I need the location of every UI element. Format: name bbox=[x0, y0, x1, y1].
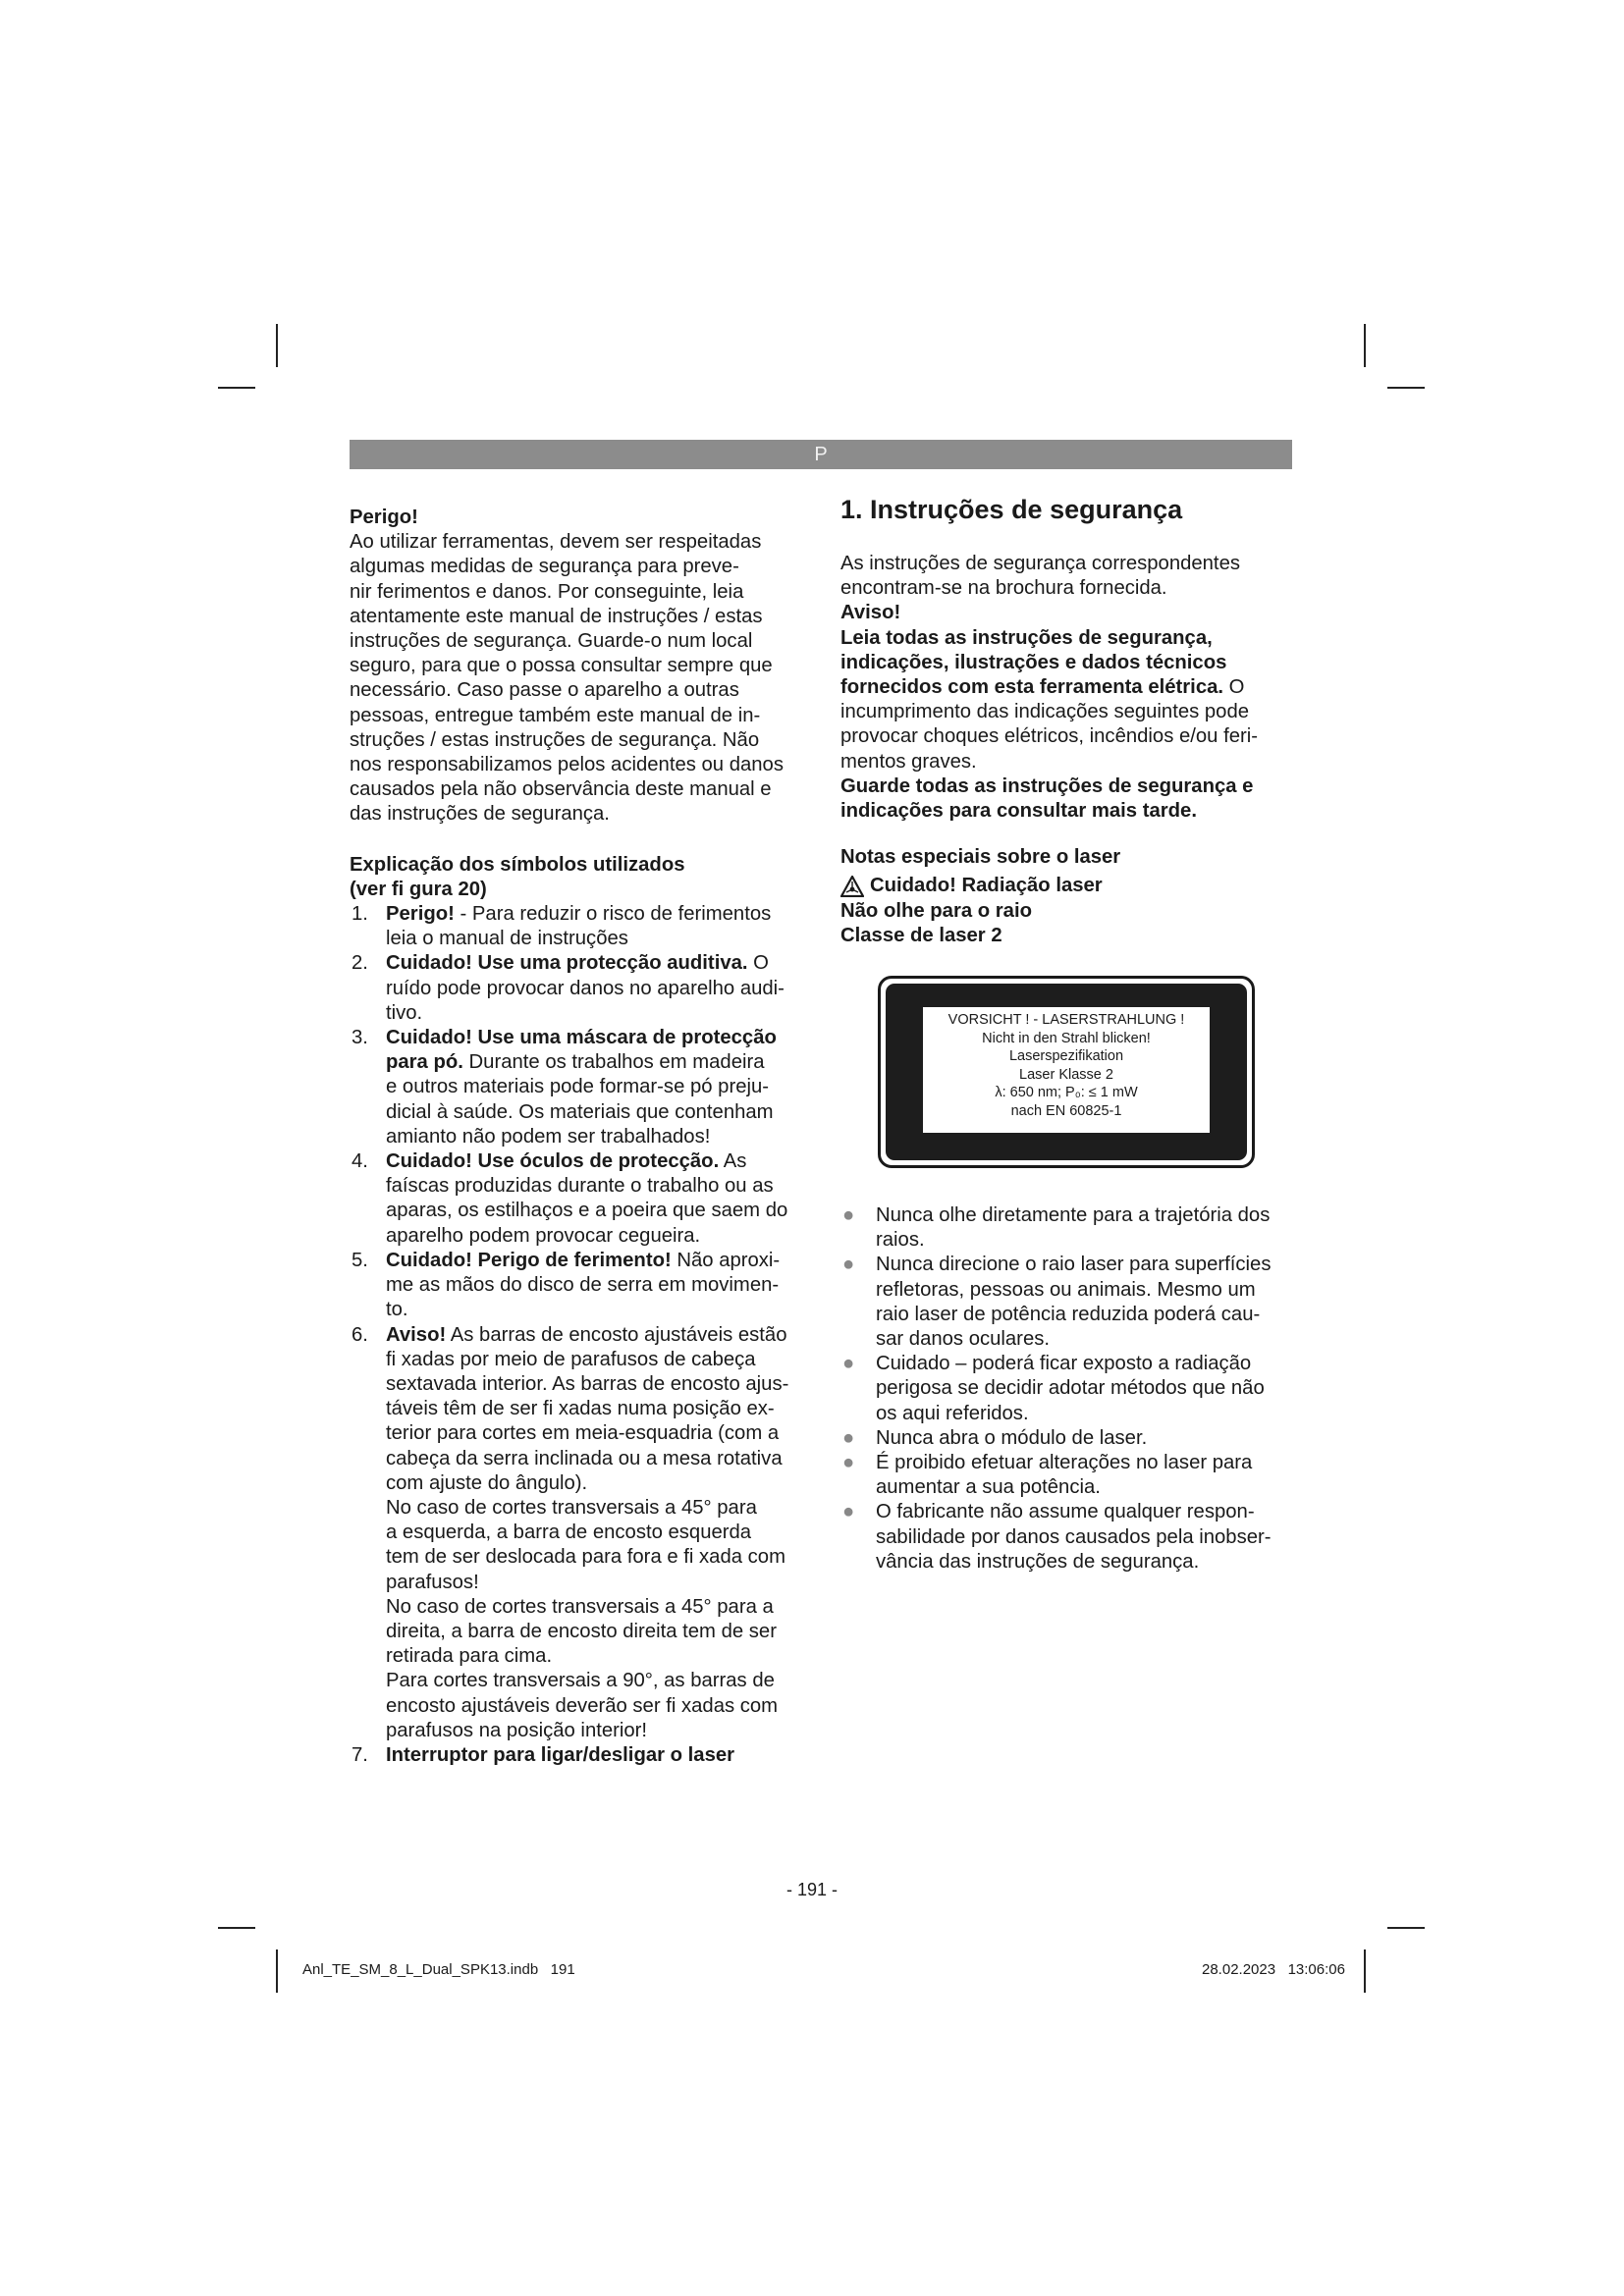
text-line: Não olhe para o raio bbox=[840, 899, 1032, 922]
crop-mark bbox=[218, 387, 255, 389]
text-line: mentos graves. bbox=[840, 750, 977, 773]
list-item: ● O fabricante não assume qualquer respon- sabilidade por danos causados pela inobser- vância das instruções de segurança. bbox=[842, 1501, 1272, 1573]
left-column bbox=[350, 506, 803, 1768]
footer-timestamp: 28.02.2023 13:06:06 bbox=[1202, 1961, 1345, 1978]
bullet-icon: ● bbox=[842, 1452, 855, 1474]
bullet-icon: ● bbox=[842, 1254, 855, 1276]
symbols-list bbox=[350, 902, 803, 1768]
text-line: Leia todas as instruções de segurança, bbox=[840, 626, 1213, 649]
text-line: indicações, ilustrações e dados técnicos bbox=[840, 651, 1227, 673]
text-line: necessário. Caso passe o aparelho a outras bbox=[350, 679, 739, 702]
text-line: Guarde todas as instruções de segurança e bbox=[840, 774, 1254, 797]
bullet-icon: ● bbox=[842, 1426, 855, 1449]
perigo-heading: Perigo! bbox=[350, 507, 418, 528]
list-item: ● Nunca abra o módulo de laser. bbox=[840, 1426, 1294, 1451]
list-item: 4. Cuidado! Use óculos de protecção. As faíscas produzidas durante o trabalho ou as aparas, os estilhaços e a poeira que saem do aparelho podem provocar cegueira. bbox=[352, 1150, 788, 1247]
text-line: seguro, para que o possa consultar sempre que bbox=[350, 655, 773, 677]
crop-mark bbox=[1364, 1949, 1366, 1993]
text-line: instruções de segurança. Guarde-o num local bbox=[350, 630, 753, 653]
label-line: λ: 650 nm; P₀: ≤ 1 mW bbox=[995, 1085, 1138, 1101]
label-line: Nicht in den Strahl blicken! bbox=[982, 1030, 1151, 1046]
symbols-heading: Explicação dos símbolos utilizados bbox=[350, 853, 685, 876]
footer-filename: Anl_TE_SM_8_L_Dual_SPK13.indb 191 bbox=[302, 1961, 575, 1978]
list-item: ● Nunca olhe diretamente para a trajetória dos raios. bbox=[842, 1204, 1271, 1252]
laser-bullets-list bbox=[840, 1203, 1294, 1575]
text-line: provocar choques elétricos, incêndios e/ou feri- bbox=[840, 725, 1259, 748]
list-item: 7. Interruptor para ligar/desligar o laser bbox=[352, 1743, 735, 1766]
language-header-bar bbox=[350, 440, 1292, 469]
list-item: ● Nunca direcione o raio laser para superfícies refletoras, pessoas ou animais. Mesmo um raio laser de potência reduzida poderá cau- sar danos oculares. bbox=[842, 1254, 1272, 1351]
crop-mark bbox=[218, 1927, 255, 1929]
laser-caution-line bbox=[840, 874, 1294, 898]
label-line: nach EN 60825-1 bbox=[1010, 1102, 1122, 1119]
text-line: As instruções de segurança correspondentes bbox=[840, 553, 1240, 574]
language-label: P bbox=[814, 444, 828, 465]
text-line: causados pela não observância deste manual e bbox=[350, 778, 772, 801]
crop-mark bbox=[1364, 324, 1366, 367]
laser-warning-icon bbox=[840, 876, 864, 897]
right-column bbox=[840, 489, 1294, 1575]
text-line: indicações para consultar mais tarde. bbox=[840, 800, 1197, 823]
text-line: Classe de laser 2 bbox=[840, 924, 1002, 946]
text-line: algumas medidas de segurança para preve- bbox=[350, 556, 739, 578]
text-line: fornecidos com esta ferramenta elétrica. bbox=[840, 676, 1224, 699]
text-line: nir ferimentos e danos. Por conseguinte, leia bbox=[350, 580, 744, 603]
text-line: atentamente este manual de instruções / estas bbox=[350, 605, 763, 627]
text-line: encontram-se na brochura fornecida. bbox=[840, 577, 1167, 600]
page-number: - 191 - bbox=[785, 1880, 839, 1899]
text-line: incumprimento das indicações seguintes pode bbox=[840, 701, 1250, 723]
bullet-icon: ● bbox=[842, 1353, 855, 1375]
perigo-paragraph bbox=[350, 530, 803, 827]
list-item: ● Cuidado – poderá ficar exposto a radiação perigosa se decidir adotar métodos que não os aqui referidos. bbox=[842, 1353, 1265, 1424]
section-title: 1. Instruções de segurança bbox=[840, 495, 1183, 524]
aviso-heading: Aviso! bbox=[840, 602, 901, 624]
text-line: nos responsabilizamos pelos acidentes ou danos bbox=[350, 754, 784, 776]
laser-caution-text: Cuidado! Radiação laser bbox=[870, 875, 1103, 897]
list-item: 3. Cuidado! Use uma máscara de protecção para pó. Durante os trabalhos em madeira e outros materiais pode formar-se pó preju- dicial à saúde. Os materiais que contenham amianto não podem ser trabalhados! bbox=[352, 1027, 777, 1148]
label-line: Laser Klasse 2 bbox=[1019, 1066, 1113, 1083]
laser-notes-heading: Notas especiais sobre o laser bbox=[840, 846, 1121, 869]
crop-mark bbox=[1387, 1927, 1425, 1929]
crop-mark bbox=[1387, 387, 1425, 389]
crop-mark bbox=[276, 1949, 278, 1993]
symbols-subheading: (ver fi gura 20) bbox=[350, 878, 487, 900]
list-item: 6. Aviso! As barras de encosto ajustáveis estão fi xadas por meio de parafusos de cabeça sextavada interior. As barras de encosto ajus- táveis têm de ser fi xadas numa posição ex- terior para cortes em meia-esquadria (com a cabeça da serra inclinada ou a mesa rotativa com ajuste do ângulo). No caso de cortes transversais a 45° para a esquerda, a barra de encosto esquerda tem de ser deslocada para fora e fi xada com parafusos! No caso de cortes transversais a 45° para a direita, a barra de encosto direita tem de ser retirada para cima. Para cortes transversais a 90°, as barras de encosto ajustáveis deverão ser fi xadas com parafusos na posição interior! bbox=[352, 1323, 789, 1741]
crop-mark bbox=[276, 324, 278, 367]
text-line: struções / estas instruções de segurança. Não bbox=[350, 728, 760, 751]
text-line: O bbox=[1223, 676, 1245, 699]
bullet-icon: ● bbox=[842, 1501, 855, 1523]
text-line: Ao utilizar ferramentas, devem ser respeitadas bbox=[350, 531, 762, 554]
list-item: ● É proibido efetuar alterações no laser para aumentar a sua potência. bbox=[842, 1452, 1253, 1499]
text-line: das instruções de segurança. bbox=[350, 803, 610, 826]
list-item: 2. Cuidado! Use uma protecção auditiva. O ruído pode provocar danos no aparelho audi- tivo. bbox=[352, 952, 785, 1024]
text-line: pessoas, entregue também este manual de in- bbox=[350, 704, 761, 726]
label-line: VORSICHT ! - LASERSTRAHLUNG ! bbox=[947, 1012, 1185, 1029]
label-line: Laserspezifikation bbox=[1008, 1048, 1124, 1065]
list-item: 1. Perigo! - Para reduzir o risco de ferimentos leia o manual de instruções bbox=[352, 903, 772, 950]
laser-warning-label bbox=[878, 976, 1255, 1168]
bullet-icon: ● bbox=[842, 1204, 855, 1227]
list-item: 5. Cuidado! Perigo de ferimento! Não aproxi- me as mãos do disco de serra em movimen- to. bbox=[352, 1249, 781, 1321]
